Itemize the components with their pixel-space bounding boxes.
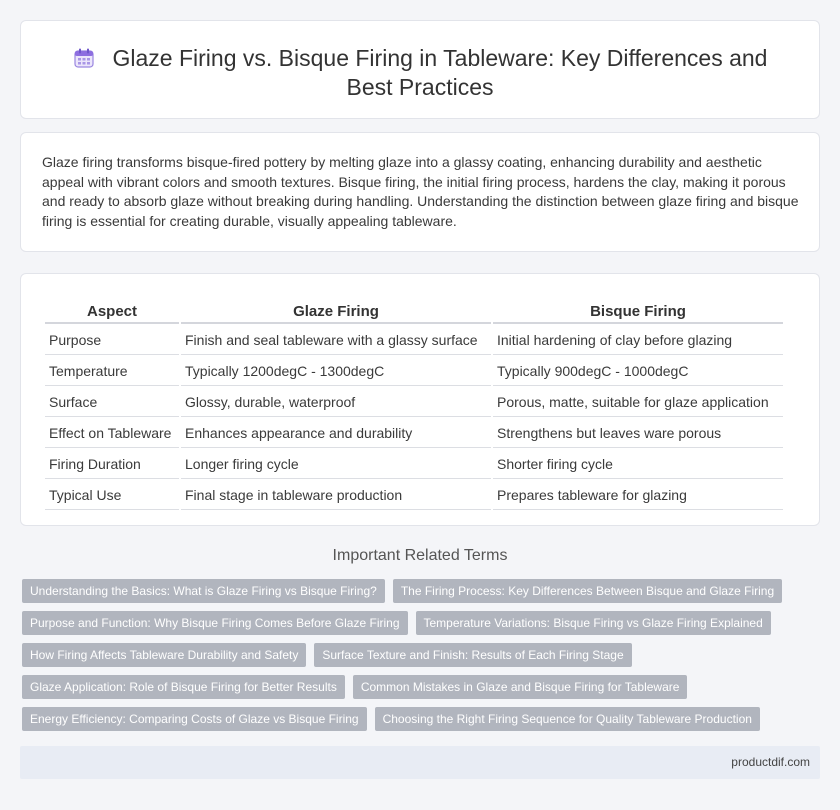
related-term-link[interactable]: Understanding the Basics: What is Glaze Firing vs Bisque Firing? — [22, 579, 385, 603]
table-cell: Glossy, durable, waterproof — [181, 388, 491, 417]
related-term-link[interactable]: Purpose and Function: Why Bisque Firing Comes Before Glaze Firing — [22, 611, 408, 635]
table-cell: Initial hardening of clay before glazing — [493, 326, 783, 355]
table-cell: Temperature — [45, 357, 179, 386]
table-row — [45, 357, 783, 386]
related-term-link[interactable]: Surface Texture and Finish: Results of Each Firing Stage — [314, 643, 631, 667]
table-cell: Longer firing cycle — [181, 450, 491, 479]
table-cell: Typically 1200degC - 1300degC — [181, 357, 491, 386]
table-row — [45, 388, 783, 417]
related-term-link[interactable]: Energy Efficiency: Comparing Costs of Glaze vs Bisque Firing — [22, 707, 367, 731]
intro-card — [20, 132, 820, 252]
related-term-link[interactable]: Temperature Variations: Bisque Firing vs Glaze Firing Explained — [416, 611, 771, 635]
table-cell: Shorter firing cycle — [493, 450, 783, 479]
intro-paragraph: Glaze firing transforms bisque-fired pottery by melting glaze into a glassy coating, enhancing durability and aesthetic appeal with vibrant colors and smooth textures. Bisque firing, the initial firing process, hardens the clay, making it porous and ready to absorb glaze without breaking during handling. Understanding the distinction between glaze firing and bisque firing is essential for creating durable, visually appealing tableware. — [42, 154, 799, 229]
table-cell: Porous, matte, suitable for glaze application — [493, 388, 783, 417]
table-cell: Finish and seal tableware with a glassy surface — [181, 326, 491, 355]
related-terms-list — [22, 579, 812, 731]
related-term-link[interactable]: Choosing the Right Firing Sequence for Quality Tableware Production — [375, 707, 760, 731]
table-header-row — [45, 298, 783, 324]
table-cell: Prepares tableware for glazing — [493, 481, 783, 510]
related-term-link[interactable]: Glaze Application: Role of Bisque Firing for Better Results — [22, 675, 345, 699]
table-cell: Strengthens but leaves ware porous — [493, 419, 783, 448]
table-row — [45, 450, 783, 479]
table-cell: Firing Duration — [45, 450, 179, 479]
table-row — [45, 419, 783, 448]
table-cell: Surface — [45, 388, 179, 417]
column-header-glaze: Glaze Firing — [181, 298, 491, 324]
page-title: Glaze Firing vs. Bisque Firing in Tableware: Key Differences and Best Practices — [112, 45, 768, 100]
table-row — [45, 481, 783, 510]
column-header-bisque: Bisque Firing — [493, 298, 783, 324]
comparison-table-card — [20, 273, 820, 526]
table-row — [45, 326, 783, 355]
related-terms-heading: Important Related Terms — [332, 547, 508, 564]
table-cell: Effect on Tableware — [45, 419, 179, 448]
table-cell: Final stage in tableware production — [181, 481, 491, 510]
comparison-table — [43, 296, 785, 512]
table-cell: Purpose — [45, 326, 179, 355]
footer — [20, 746, 820, 779]
table-cell: Typical Use — [45, 481, 179, 510]
related-term-link[interactable]: The Firing Process: Key Differences Between Bisque and Glaze Firing — [393, 579, 782, 603]
calendar-icon — [73, 47, 95, 69]
footer-site-link[interactable]: productdif.com — [731, 755, 810, 769]
page-title-wrap — [21, 44, 819, 102]
related-term-link[interactable]: Common Mistakes in Glaze and Bisque Firing for Tableware — [353, 675, 688, 699]
header-card — [20, 20, 820, 119]
related-term-link[interactable]: How Firing Affects Tableware Durability and Safety — [22, 643, 306, 667]
table-cell: Enhances appearance and durability — [181, 419, 491, 448]
table-cell: Typically 900degC - 1000degC — [493, 357, 783, 386]
column-header-aspect: Aspect — [45, 298, 179, 324]
